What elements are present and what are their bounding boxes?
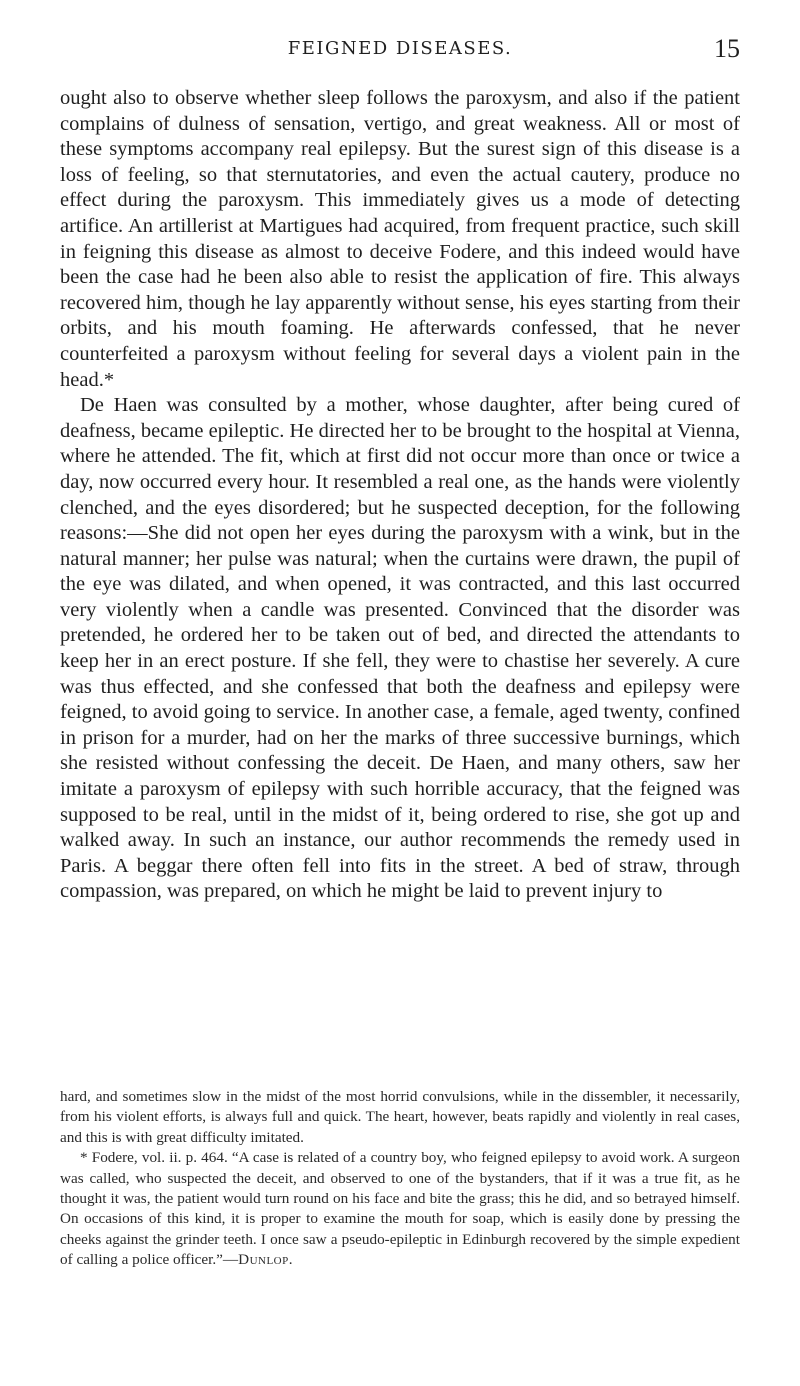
footnote-fodere <box>60 1148 740 1270</box>
paragraph-continued: ought also to observe whether sleep follows the paroxysm, and also if the patient complains of dulness of sensation, vertigo, and great weakness. All or most of these symptoms accompany real epilepsy. But the surest sign of this disease is a loss of feeling, so that sternutatories, and even the actual cautery, produce no effect during the paroxysm. This immediately gives us a mode of detecting artifice. An artillerist at Martigues had acquired, from frequent practice, such skill in feigning this disease as almost to deceive Fodere, and this indeed would have been the case had he been also able to resist the application of fire. This always recovered him, though he lay apparently without sense, his eyes starting from their orbits, and his mouth foaming. He afterwards confessed, that he never counterfeited a paroxysm without feeling for several days a violent pain in the head.* <box>60 87 740 391</box>
footnote-author: Dunlop. <box>238 1251 294 1269</box>
page-number: 15 <box>714 34 740 63</box>
footnotes <box>60 1087 740 1271</box>
running-head: FEIGNED DISEASES. <box>287 38 513 59</box>
page-header <box>60 34 740 66</box>
footnote-fodere-text: * Fodere, vol. ii. p. 464. “A case is related of a country boy, who feigned epilepsy to avoid work. A surgeon was called, who suspected the deceit, and observed to one of the bystanders, that if it was a true fit, as he thought it was, the patient would turn round on his face and bite the grass; this he did, and so betrayed himself. On occasions of this kind, it is proper to examine the mouth for soap, which is easily done by pressing the cheeks against the grinder teeth. I once saw a pseudo-epileptic in Edinburgh recovered by the simple expedient of calling a police officer.”— <box>60 1149 740 1269</box>
footnote-continued: hard, and sometimes slow in the midst of the most horrid convulsions, while in the dissembler, it necessarily, from his violent efforts, is always full and quick. The heart, however, beats rapidly and violently in real cases, and this is with great difficulty imitated. <box>60 1088 740 1146</box>
main-text <box>60 86 740 905</box>
paragraph-de-haen: De Haen was consulted by a mother, whose daughter, after being cured of deafness, became epileptic. He directed her to be brought to the hospital at Vienna, where he attended. The fit, which at first did not occur more than once or twice a day, now occurred every hour. It resembled a real one, as the hands were violently clenched, and the eyes disordered; but he suspected deception, for the following reasons:—She did not open her eyes during the paroxysm with a wink, but in the natural manner; her pulse was natural; when the curtains were drawn, the pupil of the eye was dilated, and when opened, it was contracted, and this last occurred very violently when a candle was presented. Convinced that the disorder was pretended, he ordered her to be taken out of bed, and directed the attendants to keep her in an erect posture. If she fell, they were to chastise her severely. A cure was thus effected, and she confessed that both the deafness and epilepsy were feigned, to avoid going to service. In another case, a female, aged twenty, confined in prison for a murder, had on her the marks of three successive burnings, which she resisted without confessing the deceit. De Haen, and many others, saw her imitate a paroxysm of epilepsy with such horrible accuracy, that the feigned was supposed to be real, until in the midst of it, being ordered to rise, she got up and walked away. In such an instance, our author recommends the remedy used in Paris. A beggar there often fell into fits in the street. A bed of straw, through compassion, was prepared, on which he might be laid to prevent injury to <box>60 394 740 903</box>
